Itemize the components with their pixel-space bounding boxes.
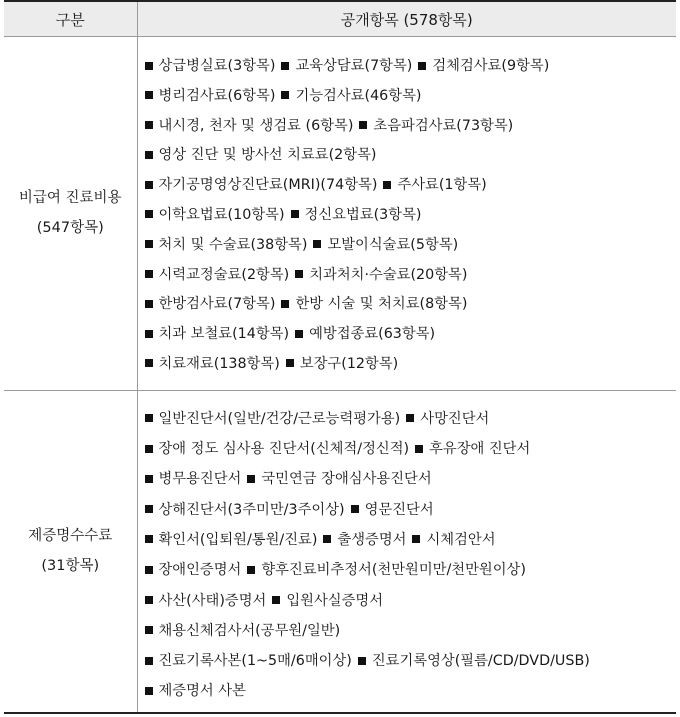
bullet-square-icon [145,566,153,574]
item-line [138,525,677,555]
item-text: 장애 정도 심사용 진단서(신체적/정신적) [158,441,410,458]
bullet-square-icon [358,657,366,665]
header-row [4,1,676,37]
item-text: 처치 및 수술료(38항목) [158,236,308,253]
item-line [138,404,677,434]
item-text: 기능검사료(46항목) [295,87,422,104]
item-text: 초음파검사료(73항목) [373,117,514,134]
bullet-square-icon [145,687,153,695]
item-text: 예방접종료(63항목) [309,326,436,343]
item-text: 치료재료(138항목) [158,355,280,372]
bullet-square-icon [406,414,414,422]
bullet-square-icon [351,505,359,513]
item-line [138,320,677,350]
bullet-square-icon [145,270,153,278]
item-text: 확인서(입퇴원/통원/진료) [158,531,318,548]
bullet-square-icon [145,626,153,634]
item-text: 이학요법료(10항목) [158,206,285,223]
item-text: 향후진료비추정서(천만원미만/천만원이상) [261,562,526,579]
category-count: (547항목) [36,220,104,237]
bullet-square-icon [295,270,303,278]
bullet-square-icon [412,535,420,543]
item-line [138,52,677,82]
item-line [138,350,677,380]
bullet-square-icon [145,445,153,453]
category-title: 비급여 진료비용 [18,190,122,207]
bullet-square-icon [323,535,331,543]
item-line [138,171,677,201]
bullet-square-icon [286,359,294,367]
bullet-square-icon [281,91,289,99]
item-text: 한방 시술 및 처치료(8항목) [295,296,468,313]
category-title: 제증명수수료 [28,528,113,545]
item-text: 검체검사료(9항목) [432,58,550,74]
items-cell [137,37,676,391]
item-text: 보장구(12항목) [299,355,399,372]
item-line [138,495,677,525]
item-text: 교육상담료(7항목) [295,58,413,74]
bullet-square-icon [145,657,153,665]
item-line [138,676,677,706]
item-line [138,82,677,112]
item-line [138,290,677,320]
item-text: 입원사실증명서 [286,592,384,609]
item-text: 병리검사료(6항목) [158,87,276,104]
bullet-square-icon [272,596,280,604]
item-text: 국민연금 장애심사용진단서 [261,471,432,488]
bullet-square-icon [281,62,289,70]
bullet-square-icon [247,475,255,483]
item-text: 병무용진단서 [158,471,242,488]
item-text: 내시경, 천자 및 생검료 (6항목) [158,117,354,134]
category-cell [4,37,137,391]
bullet-square-icon [145,181,153,189]
disclosure-table [4,0,676,714]
item-text: 사산(사태)증명서 [158,592,267,609]
bullet-square-icon [145,151,153,159]
bullet-square-icon [281,300,289,308]
item-text: 후유장애 진단서 [429,441,531,458]
item-line [138,616,677,646]
item-text: 시체검안서 [426,531,496,548]
item-text: 치과처치·수술료(20항목) [309,266,468,283]
section-certificates [4,390,676,712]
items-cell [137,390,676,712]
item-text: 영문진단서 [364,501,434,518]
item-text: 치과 보철료(14항목) [158,326,290,343]
bullet-square-icon [295,330,303,338]
category-count: (31항목) [41,558,100,575]
bullet-square-icon [145,535,153,543]
item-text: 모발이식술료(5항목) [327,236,459,253]
item-text: 주사료(1항목) [397,177,487,194]
bullet-square-icon [145,240,153,248]
bullet-square-icon [247,566,255,574]
bullet-square-icon [145,91,153,99]
item-text: 진료기록영상(필름/CD/DVD/USB) [371,653,590,670]
item-text: 장애인증명서 [158,562,242,579]
item-text: 정신요법료(3항목) [304,206,422,223]
bullet-square-icon [145,359,153,367]
item-line [138,586,677,616]
bullet-square-icon [418,62,426,70]
bullet-square-icon [145,414,153,422]
bullet-square-icon [415,445,423,453]
item-text: 시력교정술료(2항목) [158,266,290,283]
item-text: 사망진단서 [420,410,490,427]
header-category: 구분 [4,1,137,37]
item-text: 상급병실료(3항목) [158,58,276,74]
bullet-square-icon [313,240,321,248]
item-text: 한방검사료(7항목) [158,296,276,313]
bullet-square-icon [359,121,367,129]
item-text: 진료기록사본(1~5매/6매이상) [158,653,352,670]
header-items: 공개항목 (578항목) [137,1,676,37]
bullet-square-icon [291,210,299,218]
item-line [138,141,677,171]
item-line [138,434,677,464]
item-text: 제증명서 사본 [158,683,246,700]
bullet-square-icon [145,121,153,129]
category-cell [4,390,137,712]
bullet-square-icon [145,505,153,513]
item-text: 상해진단서(3주미만/3주이상) [158,501,345,518]
bullet-square-icon [145,596,153,604]
bullet-square-icon [145,210,153,218]
bullet-square-icon [145,330,153,338]
item-text: 영상 진단 및 방사선 치료료(2항목) [158,147,377,164]
item-text: 자기공명영상진단료(MRI)(74항목) [158,177,378,194]
item-line [138,464,677,494]
bullet-square-icon [145,62,153,70]
item-line [138,555,677,585]
section-noncovered [4,37,676,391]
item-text: 출생증명서 [337,531,407,548]
item-line [138,231,677,261]
item-line [138,261,677,291]
bullet-square-icon [145,300,153,308]
item-line [138,646,677,676]
bullet-square-icon [145,475,153,483]
item-line [138,201,677,231]
bullet-square-icon [383,181,391,189]
item-text: 일반진단서(일반/건강/근로능력평가용) [158,410,401,427]
item-line [138,112,677,142]
item-text: 채용신체검사서(공무원/일반) [158,622,341,639]
